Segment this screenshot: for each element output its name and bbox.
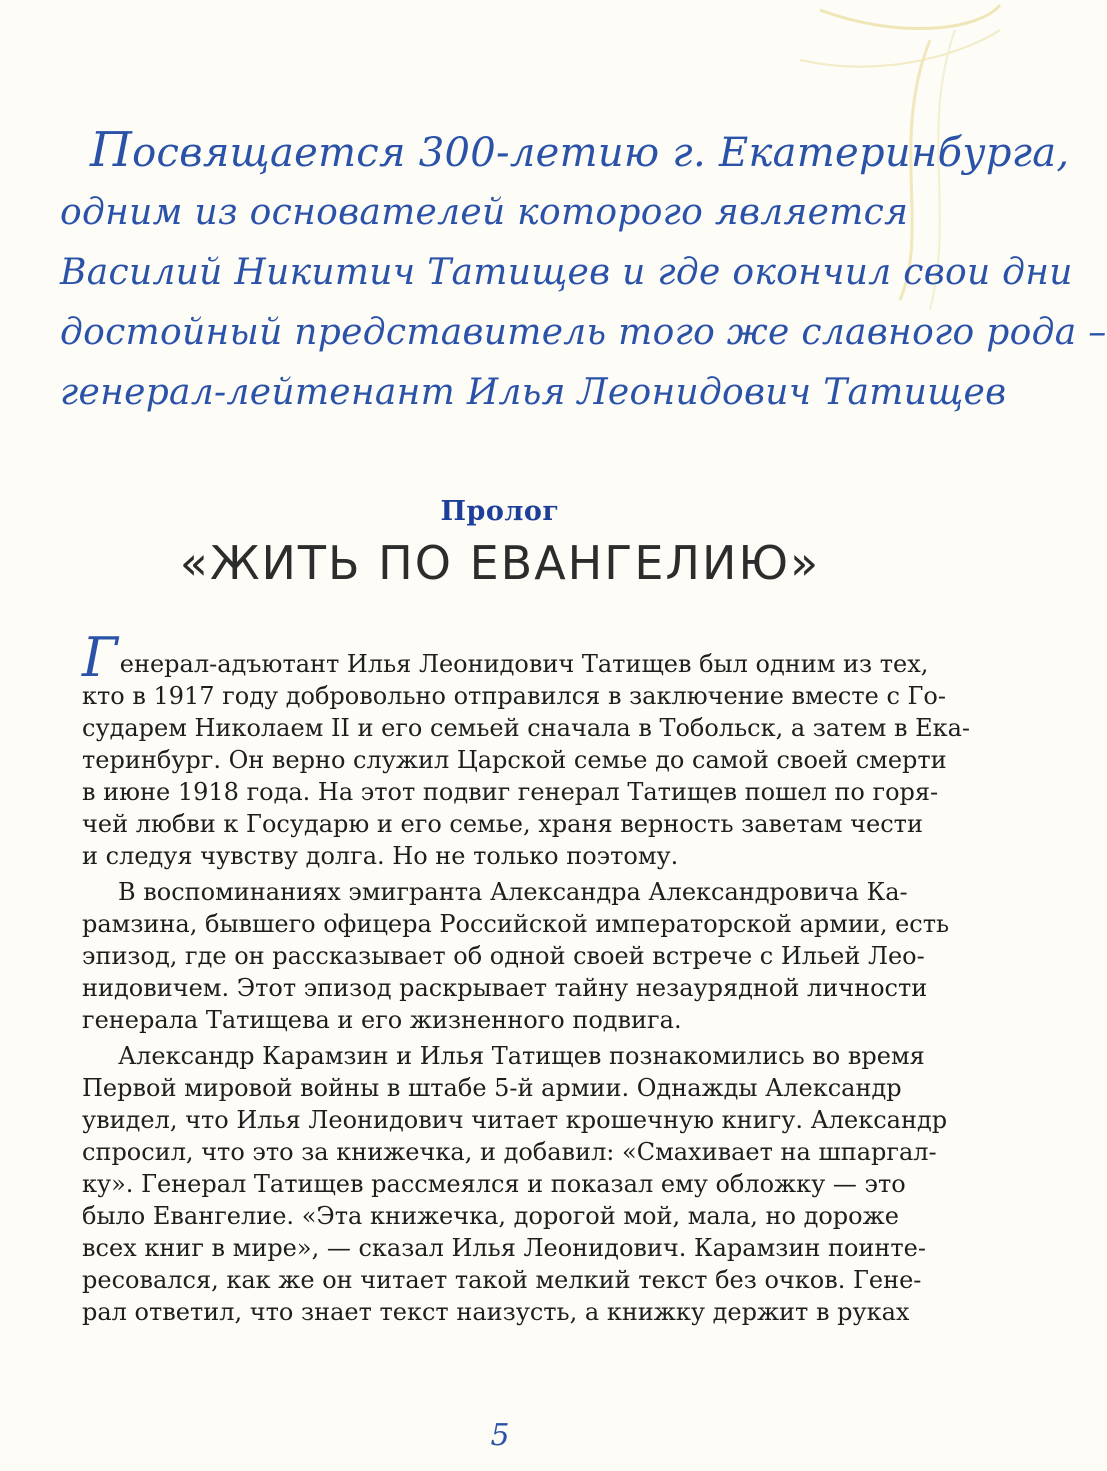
text-line: было Евангелие. «Эта книжечка, дорогой мой, мала, но дороже: [82, 1202, 899, 1230]
text-line: нидовичем. Этот эпизод раскрывает тайну незаурядной личности: [82, 974, 928, 1002]
text-line-content: енерал-адъютант Илья Леонидович Татищев был одним из тех,: [119, 650, 929, 678]
text-line: чей любви к Государю и его семье, храня верность заветам чести: [82, 810, 923, 838]
text-line: в июне 1918 года. На этот подвиг генерал Татищев пошел по горя-: [82, 778, 939, 806]
text-line: Александр Карамзин и Илья Татищев познакомились во время: [118, 1042, 925, 1070]
text-line: ресовался, как же он читает такой мелкий текст без очков. Гене-: [82, 1266, 922, 1294]
dedication-line-1: [60, 120, 1070, 183]
text-line: и следуя чувству долга. Но не только поэтому.: [82, 842, 679, 870]
text-line: генерала Татищева и его жизненного подвига.: [82, 1006, 682, 1034]
dedication-line-2: одним из основателей которого является: [60, 192, 909, 233]
dedication: [60, 120, 1107, 423]
chapter-title: «ЖИТЬ ПО ЕВАНГЕЛИЮ»: [179, 536, 821, 590]
page-number: 5: [490, 1418, 510, 1453]
prologue-label: Пролог: [440, 496, 560, 527]
text-line: всех книг в мире», — сказал Илья Леонидович. Карамзин поинте-: [82, 1234, 926, 1262]
text-line: теринбург. Он верно служил Царской семье до самой своей смерти: [82, 746, 947, 774]
text-line: рамзина, бывшего офицера Российской императорской армии, есть: [82, 910, 950, 938]
dedication-line-3: Василий Никитич Татищев и где окончил свои дни: [60, 252, 1073, 293]
dedication-initial: П: [90, 122, 133, 178]
text-line: В воспоминаниях эмигранта Александра Александровича Ка-: [118, 878, 908, 906]
text-line: увидел, что Илья Леонидович читает крошечную книгу. Александр: [82, 1106, 948, 1134]
text-line: рал ответил, что знает текст наизусть, а книжку держит в руках: [82, 1298, 910, 1326]
text-line: Первой мировой войны в штабе 5-й армии. Однажды Александр: [82, 1074, 902, 1102]
text-line: спросил, что это за книжечка, и добавил: «Смахивает на шпаргал-: [82, 1138, 937, 1166]
dedication-line-1-text: освящается 300-летию г. Екатеринбурга,: [132, 130, 1070, 176]
text-line: эпизод, где он рассказывает об одной своей встрече с Ильей Лео-: [82, 942, 925, 970]
text-line: сударем Николаем II и его семьей сначала в Тобольск, а затем в Ека-: [82, 714, 971, 742]
text-line: кто в 1917 году добровольно отправился в заключение вместе с Го-: [82, 682, 946, 710]
drop-cap: Г: [82, 626, 118, 689]
dedication-line-4: достойный представитель того же славного рода –: [60, 312, 1107, 353]
dedication-line-5: генерал-лейтенант Илья Леонидович Татищев: [60, 372, 1007, 413]
text-line: ку». Генерал Татищев рассмеялся и показал ему обложку — это: [82, 1170, 906, 1198]
text-line: [82, 626, 929, 689]
body-text: [82, 626, 971, 1328]
